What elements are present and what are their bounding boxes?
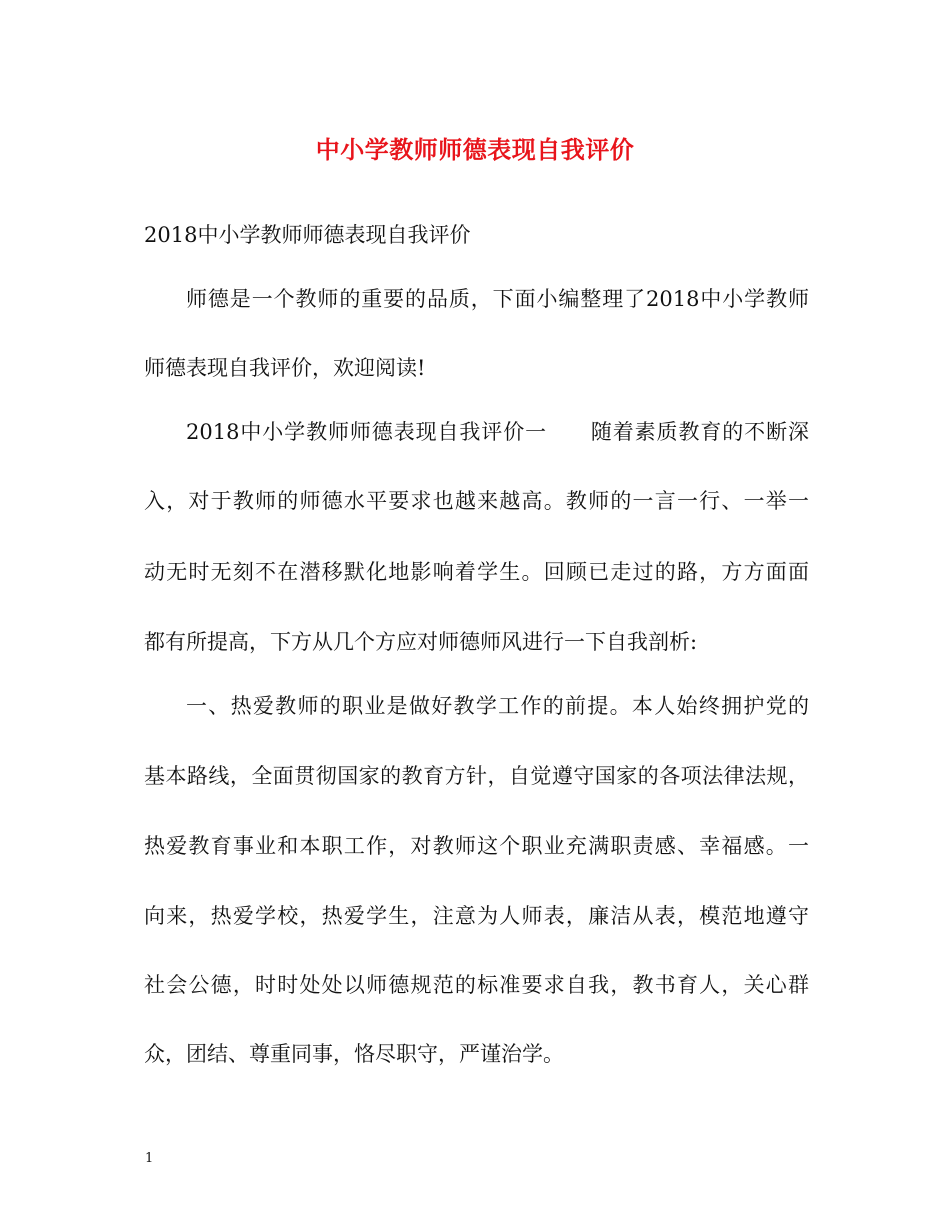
paragraph-line: 师德表现自我评价，欢迎阅读! (144, 356, 426, 380)
paragraph-line: 一、热爱教师的职业是做好教学工作的前提。本人始终拥护党的 (186, 694, 809, 718)
paragraph-line: 基本路线，全面贯彻国家的教育方针，自觉遵守国家的各项法律法规， (144, 764, 809, 788)
page-number: 1 (145, 1151, 154, 1166)
paragraph-line: 师德是一个教师的重要的品质，下面小编整理了2018中小学教师 (186, 287, 809, 311)
paragraph-line: 向来，热爱学校，热爱学生，注意为人师表，廉洁从表，模范地遵守 (144, 904, 809, 928)
paragraph-line: 都有所提高，下方从几个方应对师德师风进行一下自我剖析: (144, 630, 698, 654)
paragraph-line: 热爱教育事业和本职工作，对教师这个职业充满职责感、幸福感。一 (144, 834, 809, 858)
paragraph-line: 动无时无刻不在潜移默化地影响着学生。回顾已走过的路，方方面面 (144, 560, 809, 584)
document-subtitle: 2018中小学教师师德表现自我评价 (144, 223, 471, 247)
paragraph-line: 2018中小学教师师德表现自我评价一 随着素质教育的不断深 (186, 420, 809, 444)
paragraph-line: 社会公德，时时处处以师德规范的标准要求自我，教书育人，关心群 (144, 973, 809, 997)
paragraph-line: 众，团结、尊重同事，恪尽职守，严谨治学。 (144, 1042, 564, 1066)
paragraph-line: 入，对于教师的师德水平要求也越来越高。教师的一言一行、一举一 (144, 489, 809, 513)
document-title: 中小学教师师德表现自我评价 (315, 135, 635, 164)
